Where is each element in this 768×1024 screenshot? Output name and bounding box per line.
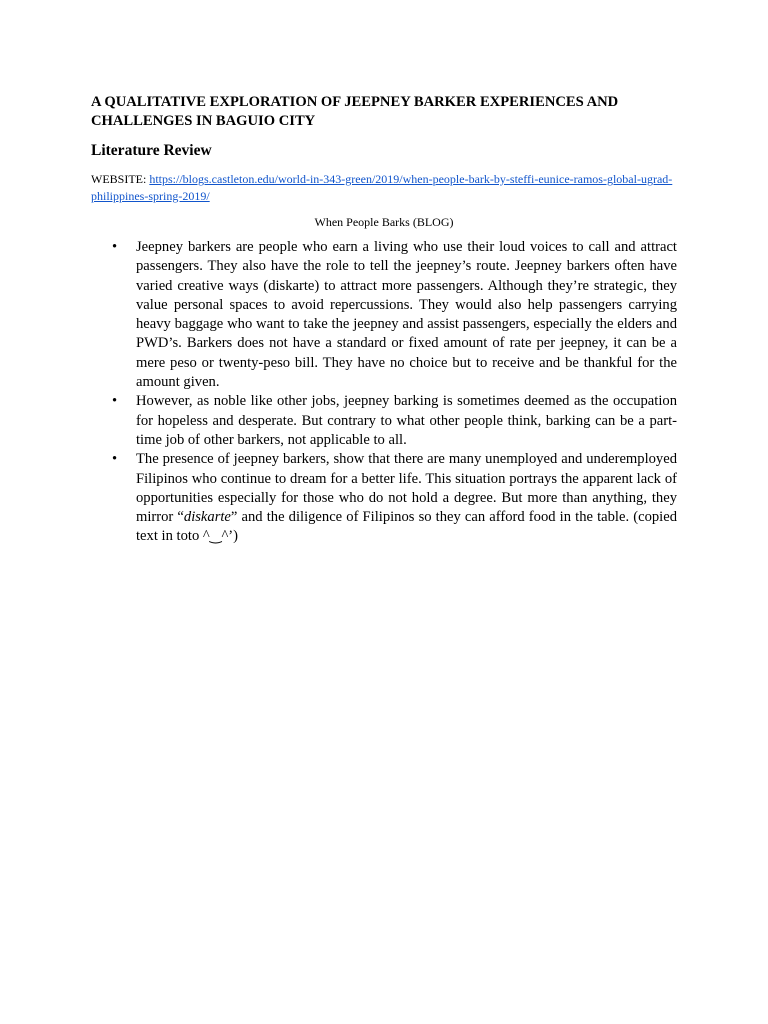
bullet-text-end: ” and the diligence of Filipinos so they can afford food in the table. (copied text in toto ^‿^’)	[136, 509, 677, 545]
bullet-text-italic-term: diskarte	[183, 509, 231, 526]
bullet-text	[136, 450, 677, 546]
bullet-text: Jeepney barkers are people who earn a living who use their loud voices to call and attract passengers. They also have the role to tell the jeepney’s route. Jeepney barkers often have varied creative ways (diskarte) to attract more passengers. Although they’re strategic, they value personal spaces to avoid repercussions. They would also help passengers carrying heavy baggage who want to take the jeepney and assist passengers, especially the elders and PWD’s. Barkers does not have a standard or fixed amount of rate per jeepney, it can be a mere peso or twenty-peso bill. They have no choice but to receive and be thankful for the amount given.	[136, 239, 677, 391]
section-heading-literature-review: Literature Review	[91, 142, 212, 159]
list-item	[91, 392, 677, 450]
list-item	[91, 450, 677, 546]
bullet-text: However, as noble like other jobs, jeepney barking is sometimes deemed as the occupation for hopeless and desperate. But contrary to what other people think, barking can be a part-time job of other barkers, not applicable to all.	[136, 393, 677, 448]
bullet-text-start: The presence of jeepney barkers, show that there are many unemployed and underemployed Filipinos who continue to dream for a better life. This situation portrays the apparent lack of opportunities especially for those who do not hold a degree. But more than anything, they mirror “	[136, 451, 677, 526]
bullet-list	[91, 238, 677, 547]
website-reference	[91, 171, 677, 204]
bullet-icon: •	[112, 239, 118, 255]
list-item	[91, 238, 677, 392]
bullet-icon: •	[112, 393, 118, 410]
website-label: WEBSITE:	[91, 172, 150, 186]
bullet-icon: •	[112, 451, 118, 468]
website-link[interactable]: https://blogs.castleton.edu/world-in-343-green/2019/when-people-bark-by-steffi-eunice-ramos-global-ugrad-philippines-spring-2019/	[91, 172, 673, 203]
blog-caption: When People Barks (BLOG)	[314, 215, 454, 229]
document-title: A QUALITATIVE EXPLORATION OF JEEPNEY BARKER EXPERIENCES AND CHALLENGES IN BAGUIO CITY	[91, 94, 619, 129]
